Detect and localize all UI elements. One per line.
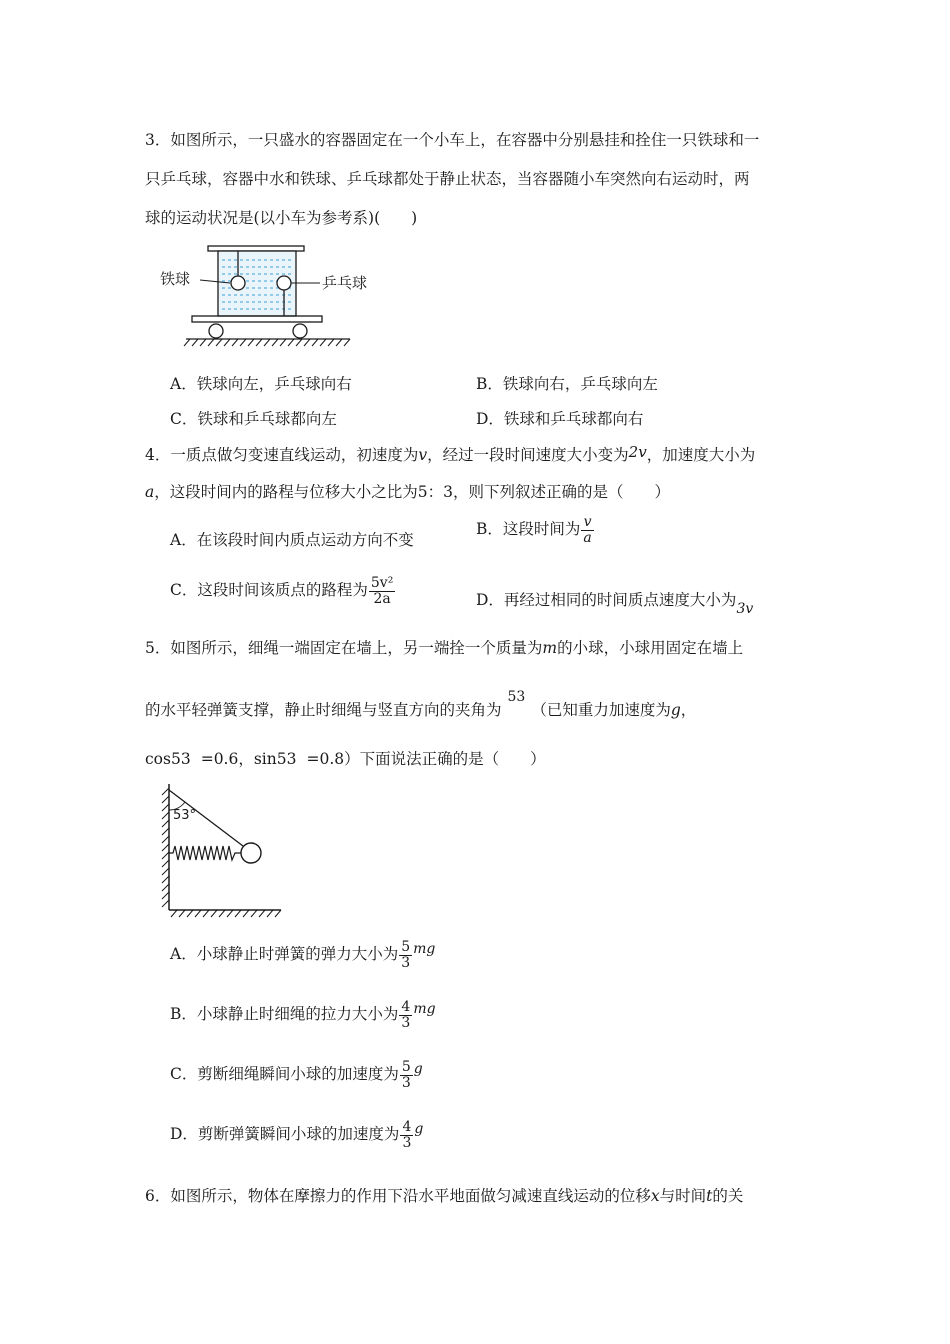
q3-option-d[interactable]: D．铁球和乒乓球都向右 [476,410,644,428]
q5-option-a[interactable]: A．小球静止时弹簧的弹力大小为 $\frac{5}{3}$ mg [170,939,436,971]
q5-option-c[interactable]: C．剪断细绳瞬间小球的加速度为 $\frac{5}{3}$ g [170,1059,423,1091]
q3-option-c[interactable]: C．铁球和乒乓球都向左 [170,410,337,428]
q3-option-a[interactable]: A．铁球向左，乒乓球向右 [170,375,352,393]
q5-option-d[interactable]: D．剪断弹簧瞬间小球的加速度为 $\frac{4}{3}$ g [170,1119,424,1151]
spring-icon [169,846,241,860]
iron-ball-icon [231,276,245,290]
q3-line2: 只乒乓球，容器中水和铁球、乒乓球都处于静止状态，当容器随小车突然向右运动时，两 [145,170,750,188]
q4-option-c[interactable]: C．这段时间该质点的路程为 $\frac{\text{5v²}}{2a}$ [170,575,394,607]
q3-line3: 球的运动状况是(以小车为参考系)( ) [145,209,418,227]
q3-line1: 3．如图所示，一只盛水的容器固定在一个小车上，在容器中分别悬挂和拴住一只铁球和一 [145,131,760,149]
cart-container-figure [150,240,368,350]
q4-option-b[interactable]: B．这段时间为 $\frac{v}{a}$ [476,514,592,546]
label-iron-ball: 铁球 [160,270,191,288]
q5-line2: 的水平轻弹簧支撑，静止时细绳与竖直方向的夹角为53（已知重力加速度为g， [145,689,697,719]
q4-option-d[interactable]: D．再经过相同的时间质点速度大小为3v [476,591,754,617]
angle-label: 53° [173,808,197,823]
q5-line3: cos53 =0.6，sin53 =0.8）下面说法正确的是（ ） [145,750,546,768]
q4-line2: a，这段时间内的路程与位移大小之比为5：3，则下列叙述正确的是（ ） [145,483,670,501]
q5-line1: 5．如图所示，细绳一端固定在墙上，另一端拴一个质量为m的小球，小球用固定在墙上 [145,639,744,657]
q5-option-b[interactable]: B．小球静止时细绳的拉力大小为 $\frac{4}{3}$ mg [170,999,436,1031]
q4-option-a[interactable]: A．在该段时间内质点运动方向不变 [170,531,414,549]
label-pingpong-ball: 乒乓球 [322,274,368,292]
q3-option-b[interactable]: B．铁球向右，乒乓球向左 [476,375,658,393]
spring-ball-figure [155,780,290,920]
ball-icon [241,843,261,863]
q6-line1: 6．如图所示，物体在摩擦力的作用下沿水平地面做匀减速直线运动的位移x与时间t的关 [145,1187,744,1205]
pingpong-ball-icon [277,276,291,290]
q4-line1: 4．一质点做匀变速直线运动，初速度为v，经过一段时间速度大小变为2v，加速度大小为 [145,443,756,464]
